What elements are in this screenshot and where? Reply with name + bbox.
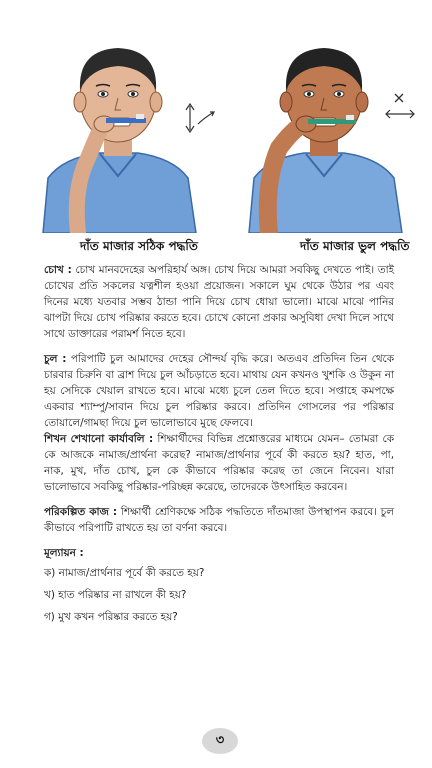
correct-brushing-illustration <box>18 18 218 233</box>
activities-text: শিক্ষার্থীদের বিভিন্ন প্রশ্নোত্তরের মাধ্যমে যেমন– তোমরা কে কে আজকে নামাজ/প্রার্থনা করেছ? নামাজ/প্রার্থনার পূর্বে কী করতে হয়? হাত, পা, নাক, মুখ, দাঁত চোখ, চুল কে কীভাবে পরিষ্কার করেছ তা জেনে নিবেন। যারা ভালোভাবে সবকিছু পরিষ্কার-পরিচ্ছন্ন করেছে, তাদেরকে উৎসাহিত করবেন। <box>44 433 394 493</box>
wrong-brushing-illustration <box>224 18 424 233</box>
planned-work-paragraph <box>44 504 394 536</box>
activities-paragraph <box>44 431 394 495</box>
eyes-text: চোখ মানবদেহের অপরিহার্য অঙ্গ। চোখ দিয়ে আমরা সবকিছু দেখতে পাই। তাই চোখের প্রতি সকলের যত্নশীল হওয়া প্রয়োজন। সকালে ঘুম থেকে উঠার পর এবং দিনের মধ্যে যতবার সম্ভব ঠান্ডা পানি দিয়ে চোখ ধোয়া ভালো। মাঝে মাঝে পানির ঝাপটা দিয়ে চোখ পরিষ্কার করতে হবে। চোখে কোনো প্রকার অসুবিধা দেখা দিলে সাথে সাথে ডাক্তারের পরামর্শ নিতে হবে। <box>44 264 394 340</box>
boy-brushing-correct-image <box>18 18 218 233</box>
hair-paragraph <box>44 351 394 431</box>
eyes-paragraph <box>44 262 394 342</box>
eyes-heading: চোখ : <box>44 264 72 276</box>
hair-text: পরিপাটি চুল আমাদের দেহের সৌন্দর্য বৃদ্ধি করে। অতএব প্রতিদিন তিন থেকে চারবার চিরুনি বা ব্রাশ দিয়ে চুল আঁচড়াতে হবে। মাথায় যেন কখনও খুশকি ও উকুন না হয় সেদিকে খেয়াল রাখতে হবে। মাঝে মধ্যে চুলে তেল দিতে হবে। সপ্তাহে কমপক্ষে একবার শ্যাম্পু/সাবান দিয়ে চুল পরিষ্কার করবে। প্রতিদিন গোসলের পর পরিষ্কার তোয়ালে/গামছা দিয়ে চুল ভালোভাবে মুছে ফেলবে। <box>44 353 394 429</box>
activities-heading: শিখন শেখানো কার্যাবলি : <box>44 433 154 445</box>
page-number-badge: ৩ <box>202 728 238 754</box>
planned-work-text: শিক্ষার্থী শ্রেণিকক্ষে সঠিক পদ্ধতিতে দাঁতমাজা উপস্থাপন করবে। চুল কীভাবে পরিপাটি রাখতে হয় তা বর্ণনা করবে। <box>44 506 395 534</box>
lesson-content <box>44 262 394 631</box>
boy-brushing-wrong-image <box>224 18 424 233</box>
wrong-method-caption: দাঁত মাজার ভুল পদ্ধতি <box>300 239 410 253</box>
evaluation-question: খ) হাত পরিষ্কার না রাখলে কী হয়? <box>44 589 187 601</box>
hair-heading: চুল : <box>44 353 67 365</box>
evaluation-question: গ) মুখ কখন পরিষ্কার করতে হয়? <box>44 611 178 623</box>
evaluation-question-list <box>44 565 394 625</box>
correct-method-caption: দাঁত মাজার সঠিক পদ্ধতি <box>80 239 198 253</box>
evaluation-heading: মূল্যায়ন : <box>44 547 84 559</box>
evaluation-question: ক) নামাজ/প্রার্থনার পূর্বে কী করতে হয়? <box>44 567 205 579</box>
planned-work-heading: পরিকল্পিত কাজ : <box>44 506 118 518</box>
